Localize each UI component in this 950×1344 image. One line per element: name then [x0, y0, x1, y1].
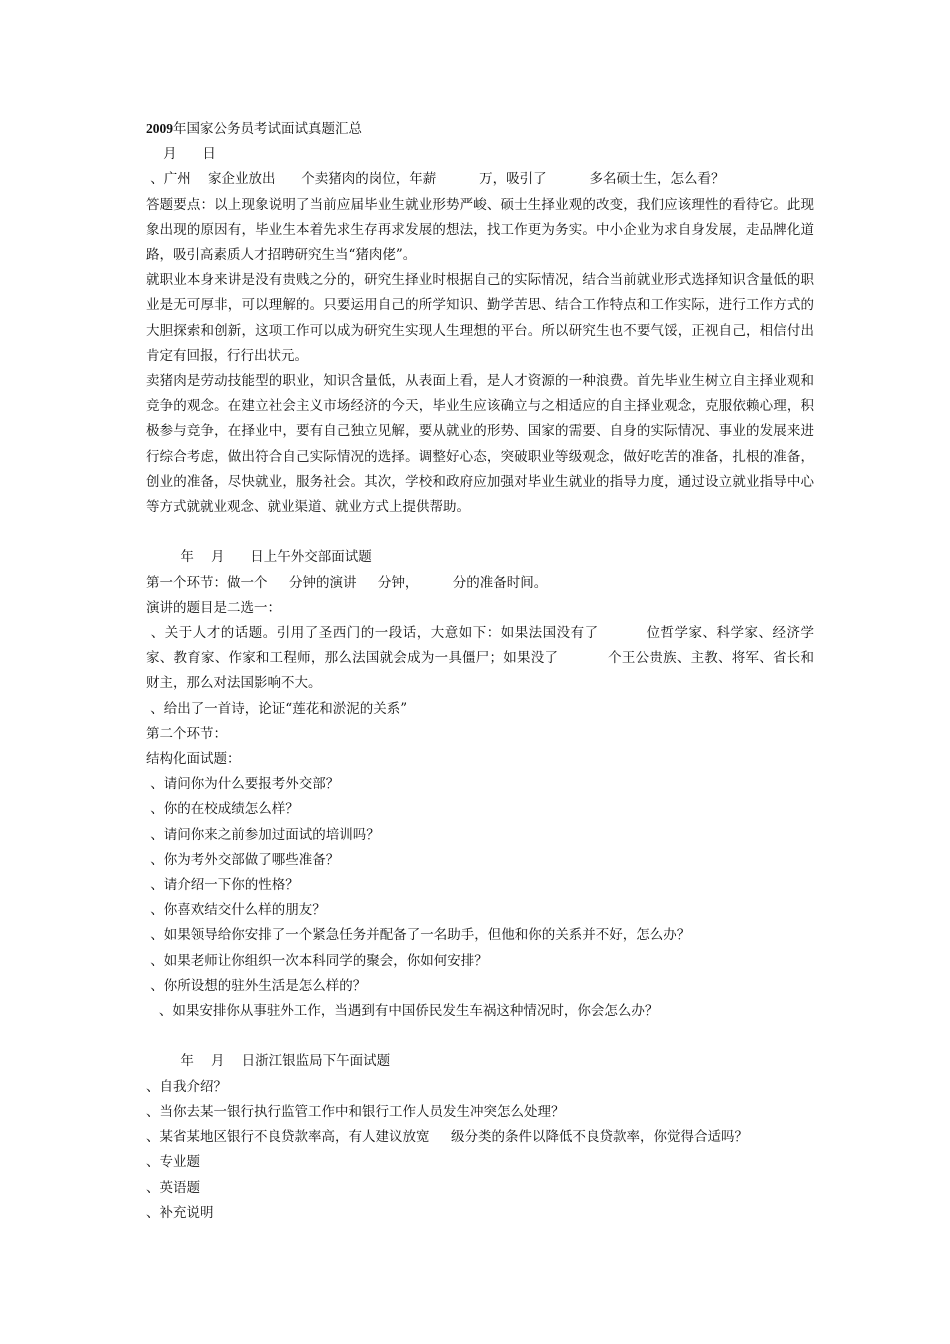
- list-item: 、请问你来之前参加过面试的培训吗？: [146, 826, 380, 843]
- list-item: 、某省某地区银行不良贷款率高，有人建议放宽 级分类的条件以降低不良贷款率，你觉得合适吗？: [146, 1129, 748, 1146]
- list-item: 、给出了一首诗，论证“莲花和淤泥的关系”: [146, 700, 408, 717]
- list-item: 结构化面试题：: [146, 751, 241, 768]
- answer-paragraph-1: 答题要点：以上现象说明了当前应届毕业生就业形势严峻、硕士生择业观的改变，我们应该理性的看待它。此现象出现的原因有，毕业生本着先求生存再求发展的想法，找工作更为务实。中小企业为求自身发展，走品牌化道路，吸引高素质人才招聘研究生当“猪肉佬”。: [146, 196, 814, 264]
- list-item: 、补充说明: [146, 1204, 214, 1221]
- document-title: [146, 116, 814, 142]
- list-item: 、当你去某一银行执行监管工作中和银行工作人员发生冲突怎么处理？: [146, 1103, 565, 1120]
- list-item: 、请问你为什么要报考外交部？: [146, 776, 340, 793]
- list-item: 、你为考外交部做了哪些准备？: [146, 851, 340, 868]
- section-heading-cbrc: 年 月 日浙江银监局下午面试题: [146, 1053, 391, 1070]
- section-gap: [146, 520, 814, 545]
- list-item: 、如果老师让你组织一次本科同学的聚会，你如何安排？: [146, 952, 488, 969]
- section-mfa-lines: [146, 571, 814, 1025]
- question-1: 、广州 家企业放出 个卖猪肉的岗位，年薪 万，吸引了 多名硕士生，怎么看？: [146, 171, 725, 188]
- list-item: 、英语题: [146, 1179, 200, 1196]
- list-item: 演讲的题目是二选一：: [146, 599, 281, 616]
- list-item: 、你的在校成绩怎么样？: [146, 801, 299, 818]
- list-item: 、请介绍一下你的性格？: [146, 877, 299, 894]
- answer-paragraph-3: 卖猪肉是劳动技能型的职业，知识含量低，从表面上看，是人才资源的一种浪费。首先毕业生树立自主择业观和竞争的观念。在建立社会主义市场经济的今天，毕业生应该确立与之相适应的自主择业观念，克服依赖心理，积极参与竞争，在择业中，要有自己独立见解，要从就业的形势、国家的需要、自身的实际情况、事业的发展来进行综合考虑，做出符合自己实际情况的选择。调整好心态，突破职业等级观念，做好吃苦的准备，扎根的准备，创业的准备，尽快就业，服务社会。其次，学校和政府应加强对毕业生就业的指导力度，通过设立就业指导中心等方式就就业观念、就业渠道、就业方式上提供帮助。: [146, 373, 814, 516]
- document-page: [146, 116, 814, 1226]
- section-cbrc-lines: [146, 1075, 814, 1226]
- date-line: 月 日: [146, 146, 216, 163]
- list-item: 第一个环节：做一个 分钟的演讲 分钟， 分的准备时间。: [146, 574, 548, 591]
- title-year: 2009: [146, 121, 173, 136]
- list-item: 、你所设想的驻外生活是怎么样的？: [146, 977, 367, 994]
- list-item: 第二个环节：: [146, 725, 227, 742]
- list-item: 、如果安排你从事驻外工作，当遇到有中国侨民发生车祸这种情况时，你会怎么办？: [146, 1003, 659, 1020]
- list-item: 、你喜欢结交什么样的朋友？: [146, 902, 326, 919]
- section-gap: [146, 1024, 814, 1049]
- list-item: 、自我介绍？: [146, 1078, 227, 1095]
- section-heading-mfa: 年 月 日上午外交部面试题: [146, 549, 372, 566]
- title-text: 年国家公务员考试面试真题汇总: [173, 121, 362, 137]
- list-item: 、如果领导给你安排了一个紧急任务并配备了一名助手，但他和你的关系并不好，怎么办？: [146, 927, 691, 944]
- list-item: 、关于人才的话题。引用了圣西门的一段话，大意如下：如果法国没有了 位哲学家、科学家、经济学家、教育家、作家和工程师，那么法国就会成为一具僵尸；如果没了 个王公贵族、主教、将军、省长和财主，那么对法国影响不大。: [146, 625, 814, 692]
- answer-paragraph-2: 就职业本身来讲是没有贵贱之分的，研究生择业时根据自己的实际情况，结合当前就业形式选择知识含量低的职业是无可厚非，可以理解的。只要运用自己的所学知识、勤学苦思、结合工作特点和工作实际，进行工作方式的大胆探索和创新，这项工作可以成为研究生实现人生理想的平台。所以研究生也不要气馁，正视自己，相信付出肯定有回报，行行出状元。: [146, 272, 814, 364]
- list-item: 、专业题: [146, 1154, 200, 1171]
